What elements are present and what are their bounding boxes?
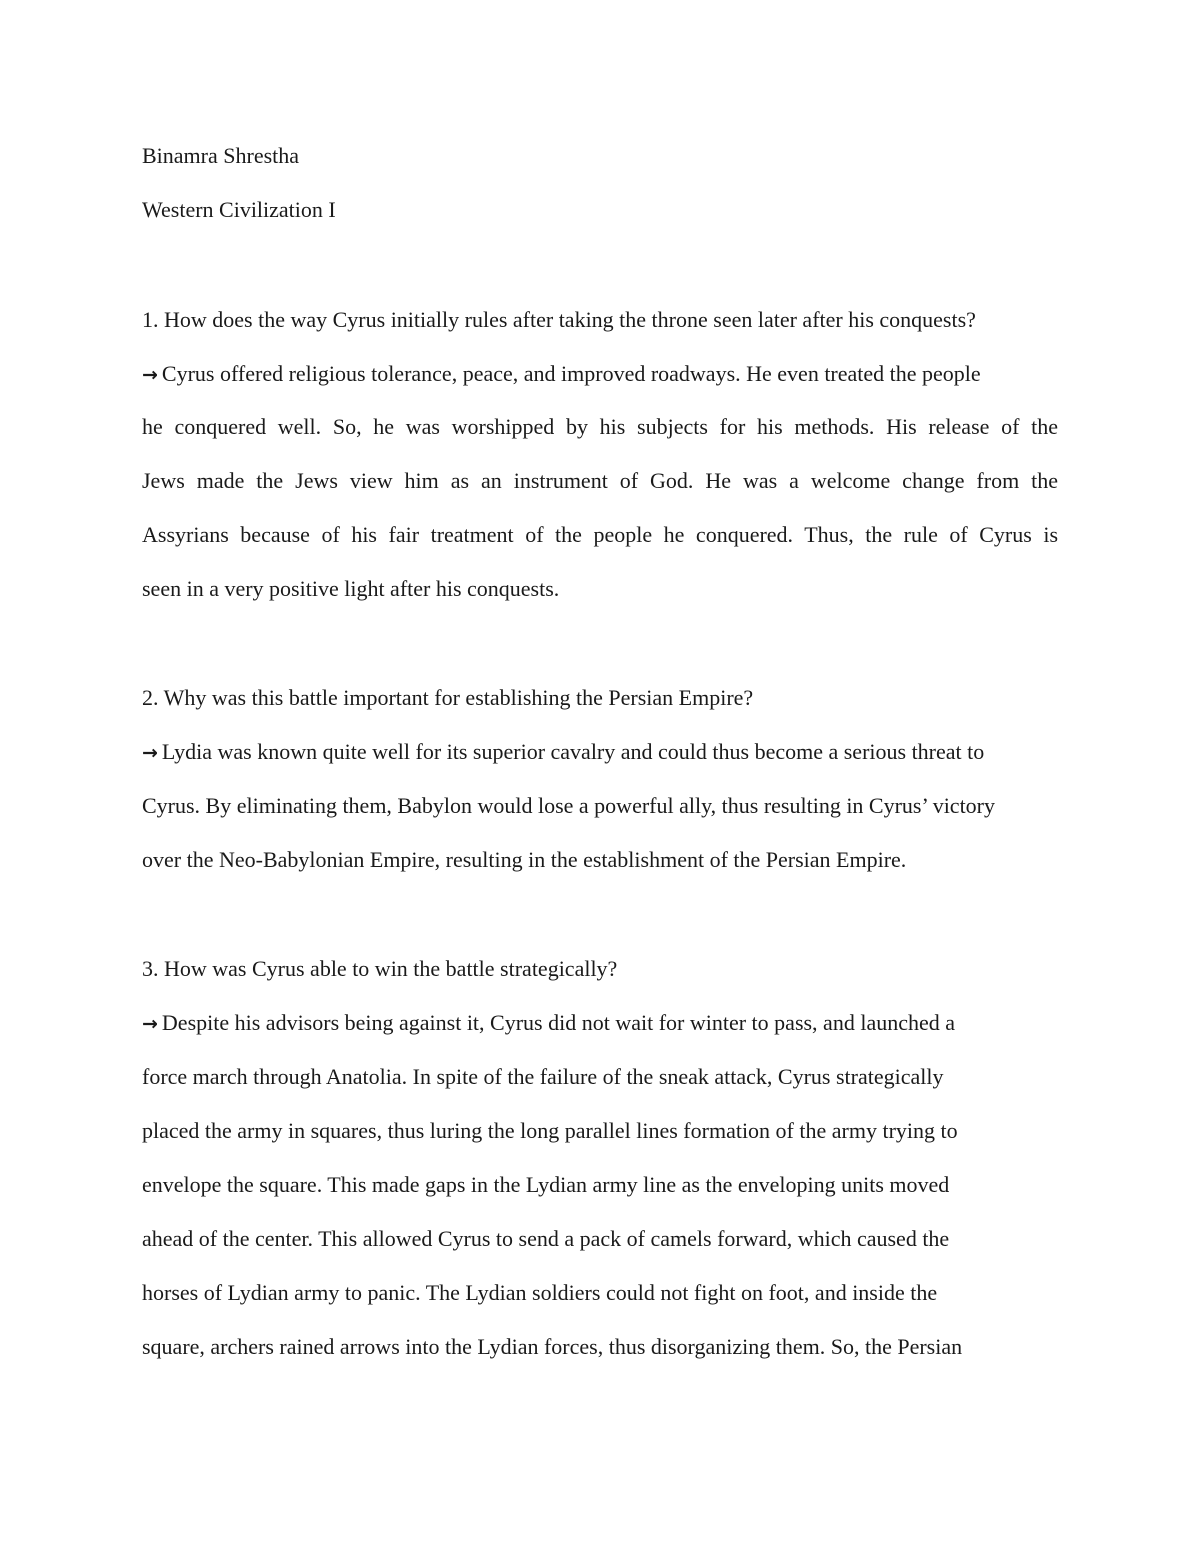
answer-text: Cyrus offered religious tolerance, peace, and improved roadways. He even treated the people	[161, 361, 981, 386]
answer-line: square, archers rained arrows into the Lydian forces, thus disorganizing them. So, the Persian	[142, 1334, 963, 1359]
answer-line: Assyrians because of his fair treatment of the people he conquered. Thus, the rule of Cyrus is	[142, 522, 1058, 547]
answer-line: Jews made the Jews view him as an instrument of God. He was a welcome change from the	[142, 468, 1058, 493]
answer-line: horses of Lydian army to panic. The Lydian soldiers could not fight on foot, and inside the	[142, 1280, 938, 1305]
answer-text: Despite his advisors being against it, Cyrus did not wait for winter to pass, and launched a	[161, 1010, 955, 1035]
answer-line	[142, 1010, 955, 1036]
course-name: Western Civilization I	[142, 197, 336, 222]
answer-line: seen in a very positive light after his conquests.	[142, 576, 560, 601]
answer-line	[142, 361, 981, 387]
answer-line: over the Neo-Babylonian Empire, resulting in the establishment of the Persian Empire.	[142, 847, 907, 872]
right-arrow-icon: →	[142, 364, 158, 386]
answer-line: ahead of the center. This allowed Cyrus to send a pack of camels forward, which caused the	[142, 1226, 950, 1251]
answer-line: envelope the square. This made gaps in the Lydian army line as the enveloping units moved	[142, 1172, 950, 1197]
answer-line: Cyrus. By eliminating them, Babylon would lose a powerful ally, thus resulting in Cyrus’ victory	[142, 793, 996, 818]
question-text: 3. How was Cyrus able to win the battle strategically?	[142, 956, 618, 981]
answer-line: placed the army in squares, thus luring the long parallel lines formation of the army trying to	[142, 1118, 958, 1143]
answer-line	[142, 739, 984, 765]
question-text: 2. Why was this battle important for establishing the Persian Empire?	[142, 685, 754, 710]
answer-text: Lydia was known quite well for its superior cavalry and could thus become a serious threat to	[161, 739, 985, 764]
answer-line: he conquered well. So, he was worshipped by his subjects for his methods. His release of the	[142, 414, 1058, 439]
answer-line: force march through Anatolia. In spite of the failure of the sneak attack, Cyrus strategically	[142, 1064, 944, 1089]
author-name: Binamra Shrestha	[142, 143, 300, 168]
question-text: 1. How does the way Cyrus initially rules after taking the throne seen later after his conquests?	[142, 307, 976, 332]
right-arrow-icon: →	[142, 742, 158, 764]
right-arrow-icon: →	[142, 1013, 158, 1035]
